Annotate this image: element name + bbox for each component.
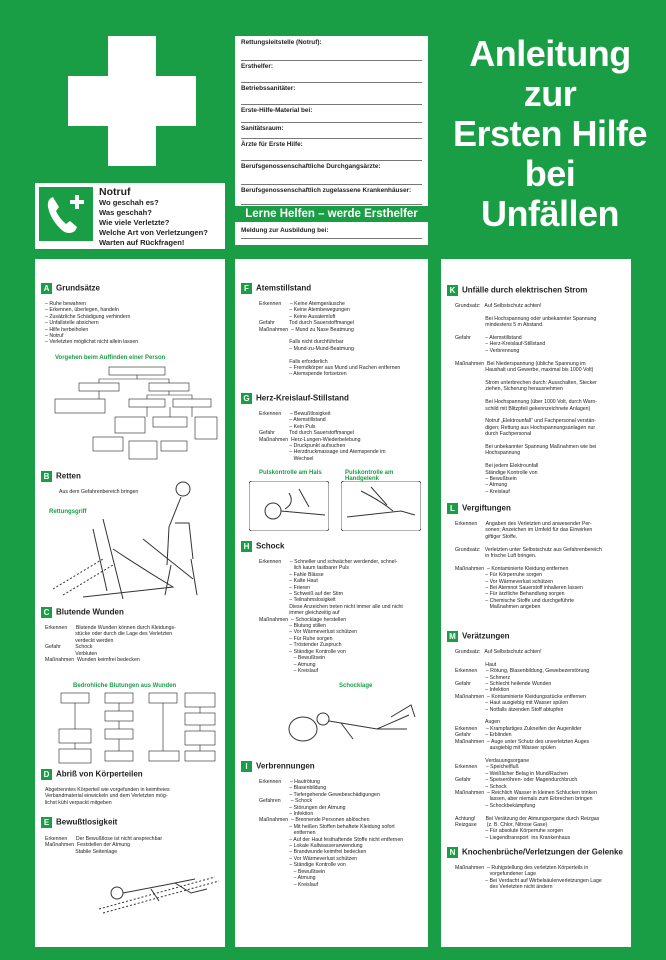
title-line: zur [523,73,577,114]
recovery-position-illustration [95,859,221,915]
section-c-text: Erkennen Blutende Wunden können durch Kleidungs- stücke oder durch die Lage des Verletzten verdeckt werden Gefahr Schock Verbluten Maßnahmen Wunden keimfrei bedecken [45,625,176,664]
section-a-text: – Ruhe bewahren – Erkennen, überlegen, handeln – Zusätzliche Schädigung verhindern – Unfallstelle absichern – Hilfe herbeiholen – Notruf – Verletzten möglichst nicht allein lassen [45,301,139,346]
title-line: Unfällen [480,193,619,234]
section-n-text: Maßnahmen – Ruhigstellung des verletzten Körperteils in vorgefundener Lage – Bei Verdacht auf Wirbelsäulenverletzungen Lage des Verletzten nicht ändern [455,865,602,891]
pulse-wrist-caption: Pulskontrolle am Handgelenk [345,470,394,482]
section-n-heading: N Knochenbrüche/Verletzungen der Gelenke [447,847,623,858]
pulse-neck-caption: Pulskontrolle am Hals [259,470,322,476]
notruf-line: Welche Art von Verletzungen? [99,228,208,237]
section-c-heading: C Blutende Wunden [41,607,124,618]
section-i-text: Erkennen – Hautrötung – Blasenbildung – Tiefergehende Gewebeschädigungen Gefahren – Schock – Störungen der Atmung – Infektion Maßnahmen – Brennende Personen ablöschen – Mit heißen Stoffen behaftete Kleidung sofort entfernen – Auf der Haut festhaftende Stoffe nicht entfernen – Lokale Kaltwasseranwendung – Brandwunde keimfrei bedecken – Vor Wärmeverlust schützen – Ständige Kontrolle von – Bewußtsein – Atmung – Kreislauf [259,779,404,888]
bleeding-flowchart [45,691,217,767]
section-h-heading: H Schock [241,541,284,552]
section-b-heading: B Retten [41,471,81,482]
form-field[interactable]: Ärzte für Erste Hilfe: [241,140,422,161]
section-m-text: Grundsatz: Auf Selbstschutz achten! Haut Erkennen – Rötung, Blasenbildung, Gewebezerstörung – Schmerz Gefahr – Schlecht heilende Wunden – Infektion Maßnahmen – Kontaminierte Kleidungsstücke entfernen – Haut ausgiebig mit Wasser spülen – Notfalls ätzenden Stoff abtupfen Augen Erkennen – Krampfartiges Zukneifen der Augenlider Gefahr – Erblinden Maßnahmen – Auge unter Schutz des unverletzten Auges ausgiebig mit Wasser spülen Verdauungsorgane Erkennen – Speichelfluß – Weißlicher Belag in Mund/Rachen Gefahr – Speiseröhren- oder Magendurchbruch – Schock Maßnahmen – Reichlich Wasser in kleinen Schlucken trinken lassen, aber niemals zum Erbrechen bringen – Schockbekämpfung Achtung! Bei Verätzung der Atmungsorgane durch Reizgas Reizgase (z. B. Chlor, Nitrose Gase) – Für absolute Körperruhe sorgen – Liegendtransport ins Krankenhaus [455,649,600,841]
section-d-text: Abgetrenntes Körperteil wie vorgefunden in keimfreies Verbandmaterial einwickeln und dem Verletzten mög- lichst kühl verpackt mitgeben [45,787,170,806]
section-k-text: Grundsatz: Auf Selbstschutz achten! Bei Hochspannung oder unbekannter Spannung mindestens 5 m Abstand. Gefahr – Atemstillstand – Herz-Kreislauf-Stillstand – Verbrennung Maßnahmen Bei Niederspannung (übliche Spannung im Haushalt und Gewerbe, maximal bis 1000 Volt) Strom unterbrechen durch: Ausschalten, Stecker ziehen, Sicherung herausnehmen Bei Hochspannung (über 1000 Volt, durch Warn- schild mit Blitzpfeil gekennzeichnete Anlagen) Notruf „Elektrounfall“ und Fachpersonal verstän- digen; Rettung aus Hochspannungsanlagen nur durch Fachpersonal Bei unbekannter Spannung Maßnahmen wie bei Hochspannung Bei jedem Elektrounfall Ständige Kontrolle von – Bewußtsein – Atmung – Kreislauf [455,303,597,495]
form-field[interactable]: Erste-Hilfe-Material bei: [241,106,422,123]
form-field[interactable]: Meldung zur Ausbildung bei: [241,226,422,239]
pulse-wrist-illustration [341,481,421,531]
rescue-grip-illustration [43,479,219,599]
form-field[interactable]: Ersthelfer: [241,62,422,83]
section-m-heading: M Verätzungen [447,631,510,642]
title-line: Ersten Hilfe [452,113,648,154]
training-box [235,222,428,245]
decision-flowchart [49,365,219,461]
section-c-subhead: Bedrohliche Blutungen aus Wunden [73,683,177,689]
column-right [441,259,631,947]
title-line: bei [524,153,576,194]
section-a-subhead: Vorgehen beim Auffinden einer Person [55,355,166,361]
ersthelfer-banner: Lerne Helfen – werde Ersthelfer [235,206,428,222]
section-b-text: Aus dem Gefahrenbereich bringen [59,489,139,495]
notruf-line: Wie viele Verletzte? [99,218,170,227]
section-g-heading: G Herz-Kreislauf-Stillstand [241,393,349,404]
section-f-text: Erkennen – Keine Atemgeräusche – Keine Atembewegungen – Keine Ausatemluft Gefahr Tod durch Sauerstoffmangel Maßnahmen – Mund zu Nase Beatmung Falls nicht durchführbar – Mund-zu-Mund-Beatmung Falls erforderlich – Fremdkörper aus Mund und Rachen entfernen – Atemspende fortsetzen [259,301,401,378]
notruf-box [35,183,225,249]
notruf-heading: Notruf [99,186,131,198]
section-i-heading: I Verbrennungen [241,761,315,772]
section-b-caption: Rettungsgriff [49,509,87,515]
form-field[interactable]: Berufsgenossenschaftlich zugelassene Krankenhäuser: [241,186,422,205]
section-e-text: Erkennen Der Bewußtlose ist nicht ansprechbar Maßnahmen Feststellen der Atmung Stabile Seitenlage [45,836,163,855]
poster-title [438,34,662,234]
section-f-heading: F Atemstillstand [241,283,311,294]
section-e-heading: E Bewußtlosigkeit [41,817,117,828]
notruf-line: Was geschah? [99,208,152,217]
column-middle [235,259,428,947]
section-h-text: Erkennen – Schneller und schwächer werdender, schnel- lich kaum tastbarer Puls – Fahle Blässe – Kalte Haut – Frieren – Schweiß auf der Stirn – Teilnahmslosigkeit Diese Anzeichen treten nicht immer alle und nicht immer gleichzeitig auf Maßnahmen – Schocklage herstellen – Blutung stillen – Vor Wärmeverlust schützen – Für Ruhe sorgen – Tröstender Zuspruch – Ständige Kontrolle von – Bewußtsein – Atmung – Kreislauf [259,559,403,674]
form-field[interactable]: Betriebssanitäter: [241,84,422,105]
emergency-phone-icon [39,187,93,241]
form-field[interactable]: Berufsgenossenschaftliche Durchgangsärzte: [241,162,422,185]
notruf-line: Wo geschah es? [99,198,159,207]
shock-position-caption: Schocklage [339,683,373,689]
section-g-text: Erkennen – Bewußtlosigkeit – Atemstillstand – Kein Puls Gefahr Tod durch Sauerstoffmangel Maßnahmen Herz-Lungen-Wiederbelebung – Druckpunkt aufsuchen – Herzdruckmassage und Atemspende im Wechsel [259,411,386,462]
section-a-heading: A Grundsätze [41,283,100,294]
section-d-heading: D Abriß von Körperteilen [41,769,143,780]
title-line: Anleitung [469,33,631,74]
column-left [35,259,225,947]
form-field[interactable]: Rettungsleitstelle (Notruf): [241,38,422,61]
shock-position-illustration [281,689,421,749]
section-l-text: Erkennen Angaben des Verletzten und anwesender Per- sonen; Anzeichen im Umfeld für das Einwirken giftiger Stoffe. Grundsatz: Verletzten unter Selbstschutz aus Gefahrenbereich in frische Luft bringen. Maßnahmen – Kontaminierte Kleidung entfernen – Für Körperruhe sorgen – Vor Wärmeverlust schützen – Bei Atemnot Sauerstoff inhalieren lassen – Für ärztliche Behandlung sorgen – Chemische Stoffe und durchgeführte Maßnahmen angeben [455,521,602,611]
section-k-heading: K Unfälle durch elektrischen Strom [447,285,587,296]
pulse-neck-illustration [249,481,329,531]
notruf-line: Warten auf Rückfragen! [99,238,185,247]
section-l-heading: L Vergiftungen [447,503,511,514]
form-field[interactable]: Sanitätsraum: [241,124,422,139]
